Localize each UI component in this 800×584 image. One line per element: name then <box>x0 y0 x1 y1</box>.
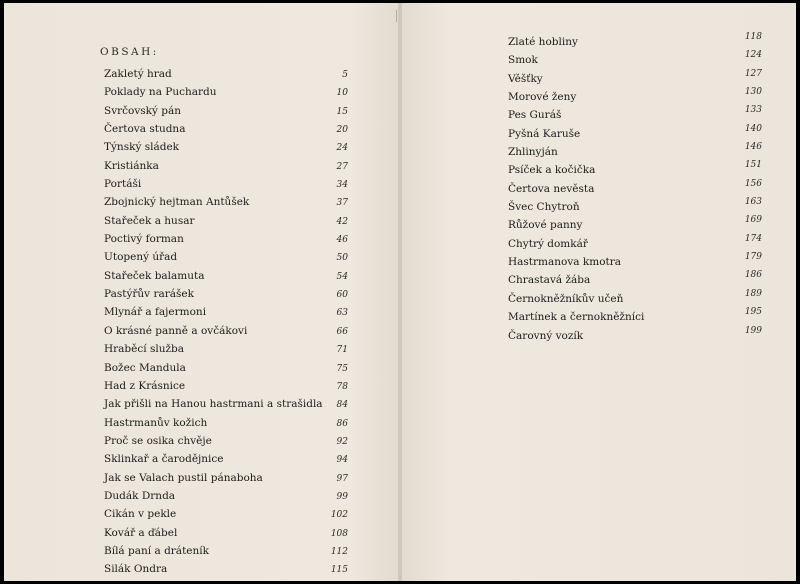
entry-page-number: 118 <box>744 32 762 42</box>
entry-title: O krásné panně a ovčákovi <box>104 324 248 337</box>
entry-title: Hastrmanova kmotra <box>508 256 622 269</box>
contents-entry <box>508 271 762 289</box>
entry-title: Černokněžníkův učeň <box>508 292 624 305</box>
entry-title: Božec Mandula <box>104 361 186 374</box>
contents-entry <box>104 487 348 505</box>
entry-title: Týnský sládek <box>104 141 180 154</box>
spine-crease <box>396 10 397 22</box>
entry-page-number: 20 <box>336 125 348 136</box>
contents-entry <box>104 157 348 175</box>
contents-entry <box>104 120 348 138</box>
entry-page-number: 78 <box>336 381 348 392</box>
entry-title: Čertova nevěsta <box>508 182 595 195</box>
contents-entry <box>104 303 348 321</box>
contents-heading: OBSAH: <box>100 46 159 58</box>
entry-page-number: 163 <box>744 197 762 208</box>
entry-page-number: 54 <box>336 271 348 282</box>
contents-entry <box>104 505 348 523</box>
contents-entry <box>104 138 348 156</box>
contents-entry <box>508 216 762 234</box>
entry-title: Zhlinyján <box>508 146 558 159</box>
contents-entry <box>508 143 762 161</box>
entry-page-number: 195 <box>744 307 762 318</box>
entry-page-number: 92 <box>336 436 348 447</box>
contents-entry <box>104 469 348 487</box>
entry-page-number: 169 <box>744 215 762 226</box>
entry-page-number: 50 <box>336 253 348 264</box>
entry-page-number: 60 <box>336 290 348 301</box>
contents-entry <box>508 51 762 69</box>
entry-title: Kristiánka <box>104 159 159 172</box>
contents-entry <box>508 33 762 51</box>
contents-entry <box>104 267 348 285</box>
contents-entry <box>104 83 348 101</box>
contents-entry <box>508 180 762 198</box>
entry-page-number: 108 <box>330 528 348 539</box>
entry-page-number: 34 <box>336 180 348 191</box>
entry-title: Dudák Drnda <box>104 489 176 502</box>
entry-title: Zbojnický hejtman Antůšek <box>104 196 250 209</box>
contents-entry <box>508 327 762 345</box>
contents-entry <box>104 102 348 120</box>
entry-title: Portáši <box>104 178 142 191</box>
entry-title: Hraběcí služba <box>104 343 184 356</box>
entry-page-number: 63 <box>336 308 348 319</box>
contents-entry <box>104 212 348 230</box>
contents-entry <box>508 235 762 253</box>
entry-title: Věšťky <box>508 72 543 85</box>
contents-entry <box>104 450 348 468</box>
entry-title: Jak přišli na Hanou hastrmani a strašidla <box>104 398 323 411</box>
entry-title: Svrčovský pán <box>104 104 182 117</box>
entry-title: Sklinkař a čarodějnice <box>104 453 224 466</box>
contents-entry <box>104 395 348 413</box>
entry-page-number: 5 <box>342 70 348 80</box>
entry-page-number: 189 <box>744 288 762 299</box>
contents-entry <box>104 230 348 248</box>
contents-entry <box>508 290 762 308</box>
entry-page-number: 127 <box>744 68 762 79</box>
contents-entry <box>508 253 762 271</box>
contents-entry <box>104 65 348 83</box>
contents-entry <box>104 322 348 340</box>
entry-page-number: 71 <box>336 345 348 356</box>
entry-page-number: 27 <box>336 161 348 172</box>
contents-entry <box>508 198 762 216</box>
contents-list-right <box>508 33 762 345</box>
entry-title: Čarovný vozík <box>508 329 584 342</box>
entry-page-number: 94 <box>336 455 348 466</box>
entry-page-number: 186 <box>744 270 762 281</box>
contents-entry <box>104 542 348 560</box>
entry-title: Cikán v pekle <box>104 508 177 521</box>
contents-entry <box>508 308 762 326</box>
entry-page-number: 102 <box>330 510 348 521</box>
entry-title: Zlaté hobliny <box>508 36 578 48</box>
entry-page-number: 133 <box>744 105 762 116</box>
contents-entry <box>508 125 762 143</box>
entry-title: Zakletý hrad <box>104 68 172 80</box>
entry-page-number: 124 <box>744 50 762 61</box>
contents-entry <box>104 285 348 303</box>
entry-page-number: 146 <box>744 142 762 153</box>
entry-title: Had z Krásnice <box>104 379 186 392</box>
contents-entry <box>104 524 348 542</box>
contents-entry <box>104 560 348 578</box>
entry-title: Pes Guráš <box>508 109 562 122</box>
entry-page-number: 115 <box>330 565 348 576</box>
entry-title: Utopený úřad <box>104 251 178 264</box>
contents-entry <box>104 432 348 450</box>
entry-title: Růžové panny <box>508 219 583 232</box>
entry-page-number: 112 <box>330 546 348 557</box>
entry-page-number: 37 <box>336 198 348 209</box>
entry-title: Poklady na Puchardu <box>104 86 217 99</box>
entry-title: Švec Chytroň <box>508 201 580 214</box>
entry-page-number: 199 <box>744 325 762 336</box>
entry-title: Psíček a kočička <box>508 164 596 177</box>
entry-page-number: 84 <box>336 400 348 411</box>
entry-title: Bílá paní a dráteník <box>104 544 209 557</box>
entry-page-number: 174 <box>744 233 762 244</box>
entry-page-number: 179 <box>744 252 762 263</box>
entry-page-number: 151 <box>744 160 762 171</box>
contents-entry <box>104 377 348 395</box>
entry-title: Martínek a černokněžníci <box>508 311 645 324</box>
entry-title: Pyšná Karuše <box>508 127 581 140</box>
entry-page-number: 86 <box>336 418 348 429</box>
entry-title: Smok <box>508 54 538 67</box>
entry-page-number: 156 <box>744 178 762 189</box>
entry-title: Jak se Valach pustil pánaboha <box>104 471 263 484</box>
entry-page-number: 46 <box>336 235 348 246</box>
entry-page-number: 140 <box>744 123 762 134</box>
contents-entry <box>104 193 348 211</box>
contents-entry <box>104 248 348 266</box>
entry-title: Chytrý domkář <box>508 237 588 250</box>
contents-entry <box>508 70 762 88</box>
entry-page-number: 24 <box>336 143 348 154</box>
contents-entry <box>104 175 348 193</box>
entry-title: Hastrmanův kožich <box>104 416 208 429</box>
entry-title: Poctivý forman <box>104 233 184 246</box>
contents-entry <box>508 88 762 106</box>
contents-entry <box>104 414 348 432</box>
entry-title: Chrastavá žába <box>508 274 591 287</box>
entry-title: Proč se osika chvěje <box>104 434 212 447</box>
contents-list-left <box>104 65 348 579</box>
contents-entry <box>508 106 762 124</box>
entry-title: Mlynář a fajermoni <box>104 306 207 319</box>
entry-page-number: 75 <box>336 363 348 374</box>
entry-title: Silák Ondra <box>104 563 168 576</box>
entry-title: Kovář a ďábel <box>104 526 178 539</box>
entry-title: Čertova studna <box>104 123 186 136</box>
entry-title: Stařeček a husar <box>104 214 195 227</box>
entry-title: Stařeček balamuta <box>104 269 205 282</box>
contents-entry <box>104 340 348 358</box>
entry-page-number: 99 <box>336 491 348 502</box>
entry-page-number: 130 <box>744 87 762 98</box>
entry-title: Pastýřův rarášek <box>104 288 194 301</box>
entry-page-number: 97 <box>336 473 348 484</box>
entry-page-number: 10 <box>336 88 348 99</box>
contents-entry <box>104 359 348 377</box>
entry-page-number: 66 <box>336 326 348 337</box>
contents-entry <box>508 161 762 179</box>
entry-page-number: 15 <box>336 106 348 117</box>
entry-page-number: 42 <box>336 216 348 227</box>
entry-title: Morové ženy <box>508 91 577 104</box>
